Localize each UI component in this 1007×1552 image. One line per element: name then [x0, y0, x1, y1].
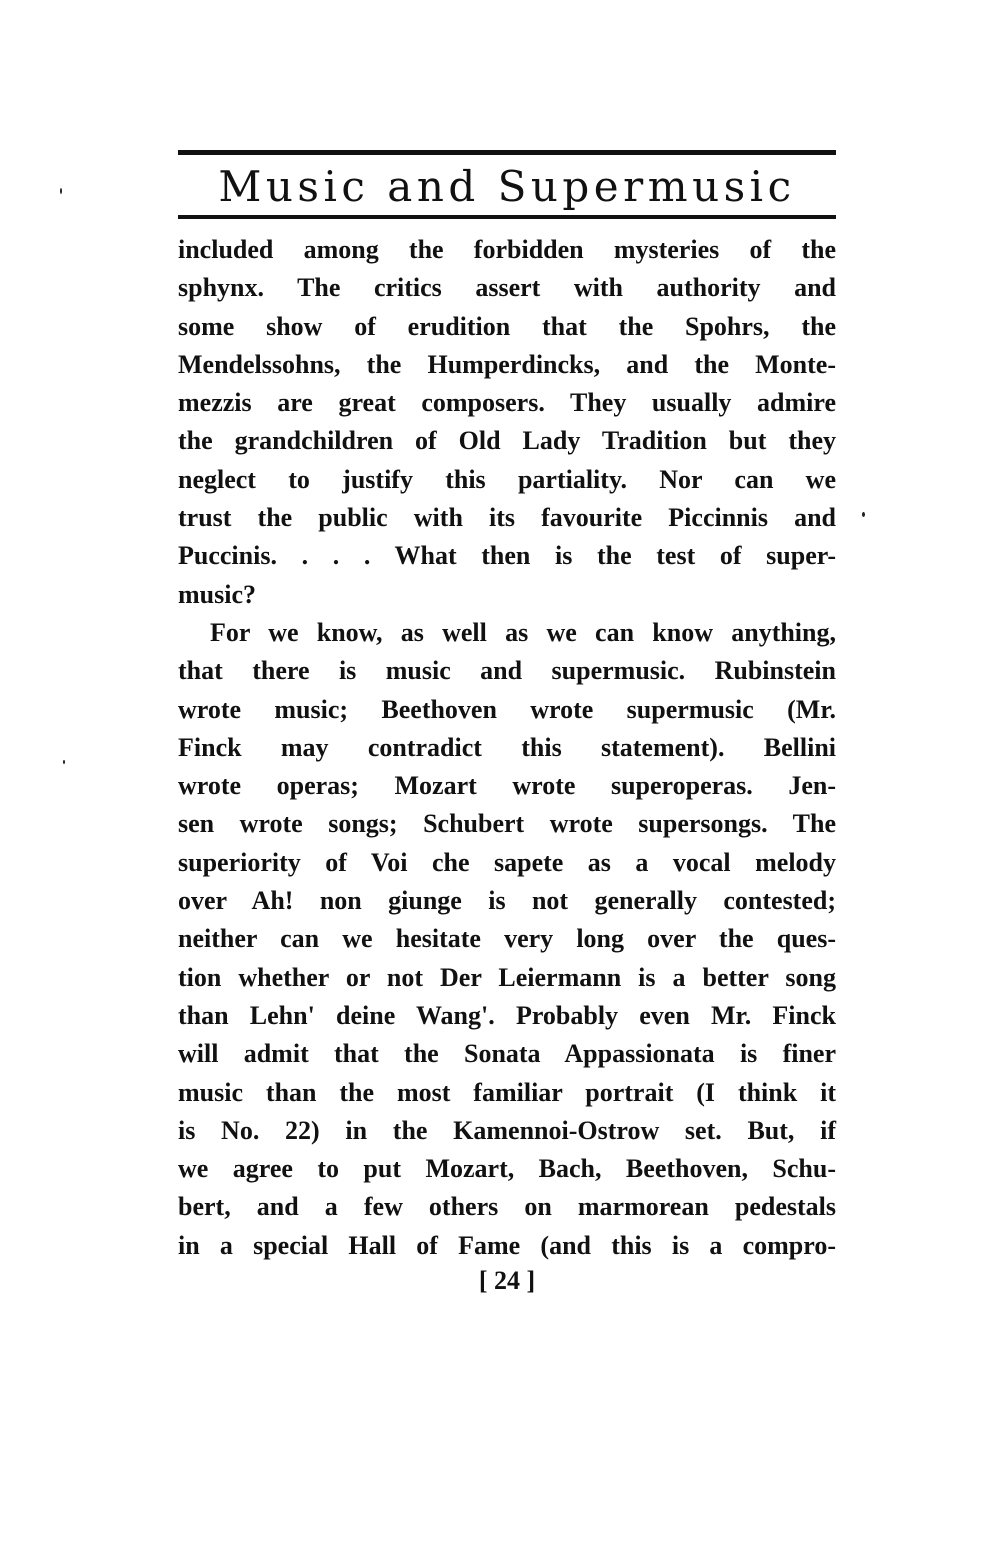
page-number: [ 24 ] — [478, 1266, 536, 1295]
text-line: included among the forbidden mysteries of the — [178, 235, 836, 264]
text-line: sphynx. The critics assert with authority and — [178, 273, 836, 303]
text-line: superiority of Voi che sapete as a vocal melody — [178, 847, 836, 877]
text-line: that there is music and supermusic. Rubinstein — [178, 656, 836, 686]
scan-speck — [63, 760, 65, 764]
text-line: will admit that the Sonata Appassionata is finer — [178, 1039, 836, 1069]
text-line: Puccinis. . . . What then is the test of super- — [178, 541, 836, 571]
text-line: Mendelssohns, the Humperdincks, and the Monte- — [178, 349, 836, 379]
running-head: Music and Supermusic — [218, 162, 796, 211]
text-line: the grandchildren of Old Lady Tradition but they — [178, 426, 836, 456]
text-line-paragraph-start: For we know, as well as we can know anything, — [210, 617, 836, 647]
text-line: than Lehn' deine Wang'. Probably even Mr. Finck — [178, 1000, 836, 1030]
text-line: we agree to put Mozart, Bach, Beethoven, Schu- — [178, 1154, 836, 1184]
text-line-paragraph-end: music? — [178, 579, 256, 609]
text-line: sen wrote songs; Schubert wrote supersongs. The — [178, 809, 836, 839]
text-line: wrote music; Beethoven wrote supermusic (Mr. — [178, 694, 836, 724]
text-line: trust the public with its favourite Piccinnis and — [178, 503, 836, 533]
text-line: Finck may contradict this statement). Bellini — [178, 732, 836, 762]
body-text — [178, 231, 836, 1265]
header-rule-bottom — [178, 215, 836, 219]
text-line: neglect to justify this partiality. Nor can we — [178, 464, 836, 494]
text-line: some show of erudition that the Spohrs, the — [178, 311, 836, 341]
text-line: over Ah! non giunge is not generally contested; — [178, 886, 836, 916]
scan-speck — [60, 188, 62, 194]
text-line: tion whether or not Der Leiermann is a better song — [178, 962, 836, 992]
text-line: mezzis are great composers. They usually admire — [178, 388, 836, 418]
text-line: music than the most familiar portrait (I think it — [178, 1077, 836, 1107]
text-line: wrote operas; Mozart wrote superoperas. Jen- — [178, 771, 836, 801]
text-line: in a special Hall of Fame (and this is a compro- — [178, 1230, 836, 1260]
text-line: bert, and a few others on marmorean pedestals — [178, 1192, 836, 1222]
scan-speck — [862, 512, 865, 517]
header-rule-top — [178, 150, 836, 155]
text-line: is No. 22) in the Kamennoi-Ostrow set. But, if — [178, 1115, 836, 1145]
text-line: neither can we hesitate very long over the ques- — [178, 924, 836, 954]
